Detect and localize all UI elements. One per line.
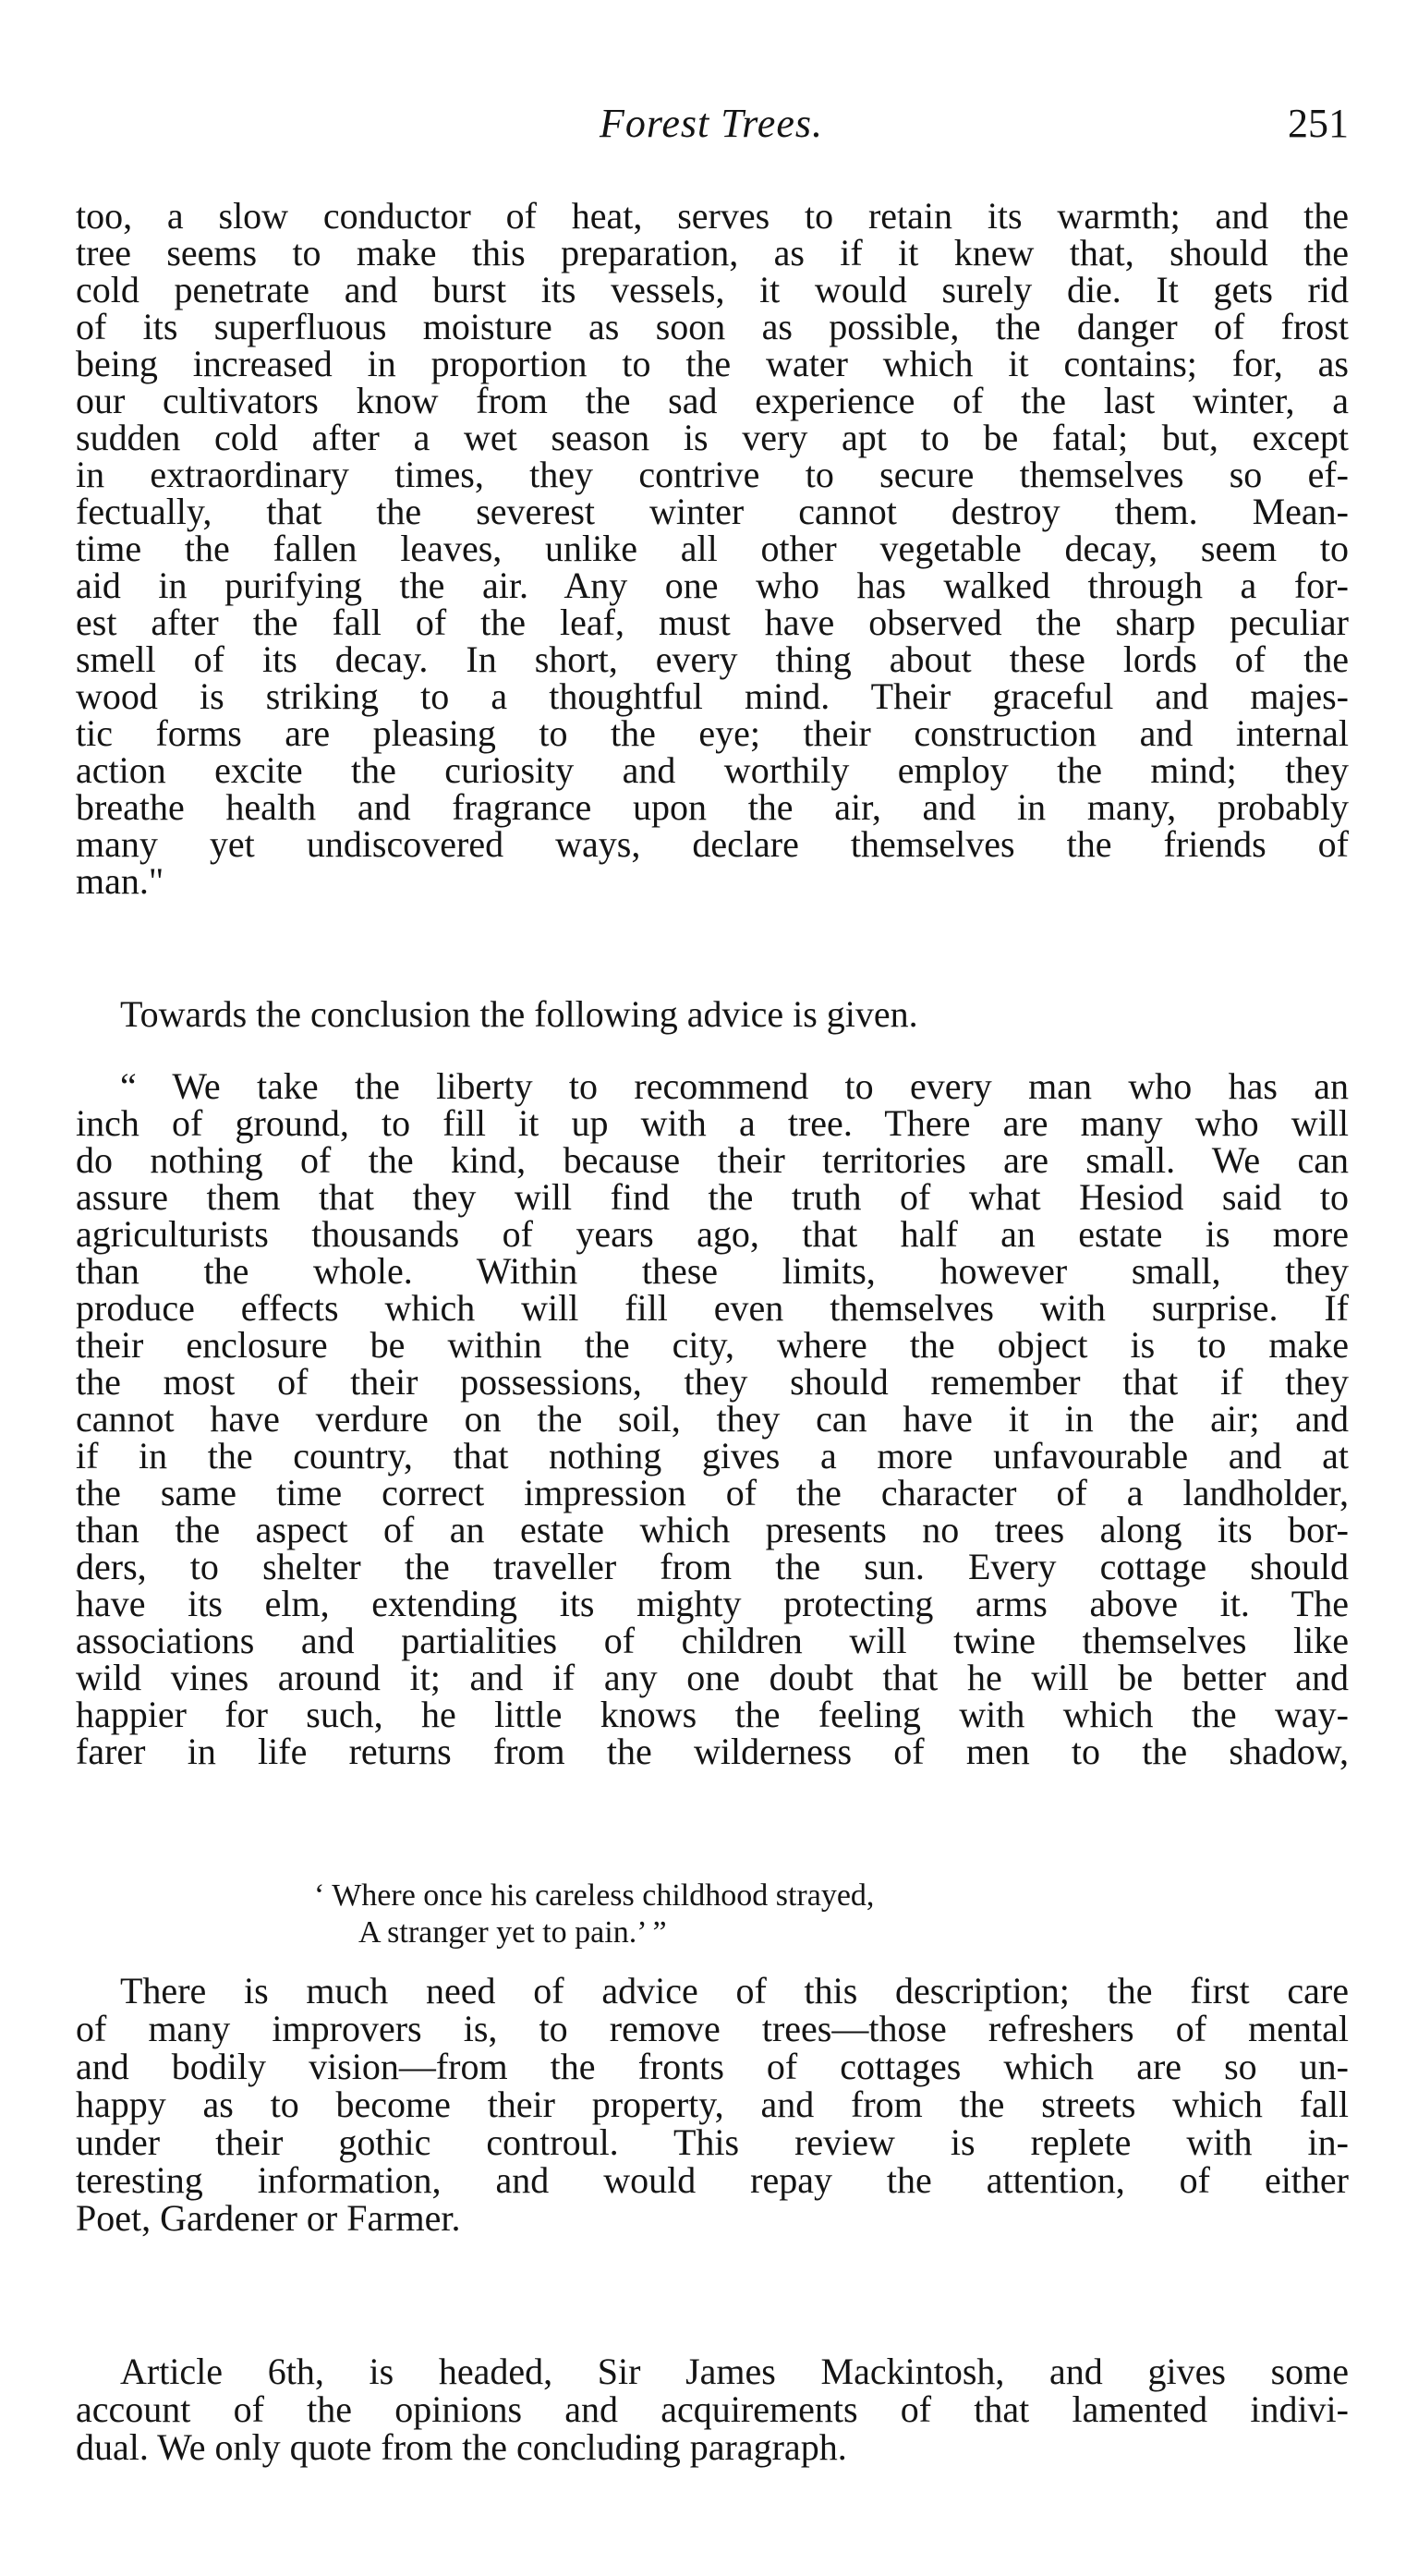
text-line: have its elm, extending its mighty protecting arms above it. The	[76, 1583, 1349, 1624]
text-line: tic forms are pleasing to the eye; their construction and internal	[76, 712, 1349, 754]
paragraph-continuation	[76, 195, 1349, 902]
text-line: cold penetrate and burst its vessels, it would surely die. It gets rid	[76, 269, 1349, 310]
text-line: Article 6th, is headed, Sir James Mackintosh, and gives some	[120, 2351, 1349, 2392]
verse-line: A stranger yet to pain.’ ”	[358, 1915, 667, 1950]
text-line: wood is striking to a thoughtful mind. Their graceful and majes-	[76, 675, 1349, 717]
text-line: farer in life returns from the wilderness of men to the shadow,	[76, 1731, 1349, 1772]
text-line: of its superfluous moisture as soon as possible, the danger of frost	[76, 306, 1349, 347]
text-line: agriculturists thousands of years ago, that half an estate is more	[76, 1213, 1349, 1255]
text-line: aid in purifying the air. Any one who has walked through a for-	[76, 565, 1349, 606]
page-number: 251	[1288, 101, 1349, 146]
text-line: than the aspect of an estate which presents no trees along its bor-	[76, 1509, 1349, 1550]
text-line: dual. We only quote from the concluding paragraph.	[76, 2426, 847, 2468]
paragraph-towards	[76, 993, 1349, 1035]
text-line: happier for such, he little knows the feeling with which the way-	[76, 1694, 1349, 1735]
text-line: our cultivators know from the sad experience of the last winter, a	[76, 380, 1349, 421]
text-line: too, a slow conductor of heat, serves to retain its warmth; and the	[76, 195, 1349, 237]
text-line: fectually, that the severest winter cannot destroy them. Mean-	[76, 491, 1349, 532]
running-title: Forest Trees.	[600, 101, 823, 146]
text-line: sudden cold after a wet season is very apt to be fatal; but, except	[76, 417, 1349, 458]
text-line: produce effects which will fill even themselves with surprise. If	[76, 1287, 1349, 1329]
text-line: breathe health and fragrance upon the air, and in many, probably	[76, 786, 1349, 828]
text-line: being increased in proportion to the water which it contains; for, as	[76, 343, 1349, 384]
text-line: man."	[76, 860, 164, 902]
paragraph-article	[76, 2352, 1349, 2466]
text-line: their enclosure be within the city, where the object is to make	[76, 1324, 1349, 1366]
text-line: associations and partialities of children will twine themselves like	[76, 1620, 1349, 1661]
text-line: “ We take the liberty to recommend to every man who has an	[120, 1065, 1349, 1107]
text-line: than the whole. Within these limits, however small, they	[76, 1250, 1349, 1292]
text-line: assure them that they will find the truth of what Hesiod said to	[76, 1176, 1349, 1218]
text-line: Poet, Gardener or Farmer.	[76, 2197, 461, 2239]
text-line: There is much need of advice of this description; the first care	[120, 1970, 1349, 2011]
text-line: wild vines around it; and if any one doubt that he will be better and	[76, 1657, 1349, 1698]
text-line: tree seems to make this preparation, as if it knew that, should the	[76, 232, 1349, 273]
text-line: cannot have verdure on the soil, they can have it in the air; and	[76, 1398, 1349, 1440]
text-line: teresting information, and would repay the attention, of either	[76, 2159, 1349, 2201]
text-line: of many improvers is, to remove trees—those refreshers of mental	[76, 2008, 1349, 2049]
text-line: action excite the curiosity and worthily employ the mind; they	[76, 749, 1349, 791]
text-line: do nothing of the kind, because their territories are small. We can	[76, 1139, 1349, 1181]
text-line: and bodily vision—from the fronts of cottages which are so un-	[76, 2046, 1349, 2087]
text-line: happy as to become their property, and from the streets which fall	[76, 2084, 1349, 2125]
text-line: est after the fall of the leaf, must have observed the sharp peculiar	[76, 601, 1349, 643]
text-line: Towards the conclusion the following advice is given.	[120, 993, 918, 1035]
paragraph-advice	[76, 1972, 1349, 2237]
verse-quote	[76, 1877, 1349, 1951]
page-header	[74, 100, 1349, 155]
block-quote	[76, 1065, 1349, 1772]
text-line: the same time correct impression of the character of a landholder,	[76, 1472, 1349, 1513]
text-line: time the fallen leaves, unlike all other vegetable decay, seem to	[76, 528, 1349, 569]
verse-line: ‘ Where once his careless childhood strayed,	[314, 1878, 875, 1913]
text-line: the most of their possessions, they should remember that if they	[76, 1361, 1349, 1403]
text-line: inch of ground, to fill it up with a tree. There are many who will	[76, 1102, 1349, 1144]
text-line: smell of its decay. In short, every thing about these lords of the	[76, 638, 1349, 680]
text-line: if in the country, that nothing gives a more unfavourable and at	[76, 1435, 1349, 1476]
text-line: ders, to shelter the traveller from the sun. Every cottage should	[76, 1546, 1349, 1587]
text-line: in extraordinary times, they contrive to secure themselves so ef-	[76, 454, 1349, 495]
text-line: under their gothic controul. This review is replete with in-	[76, 2121, 1349, 2163]
text-line: account of the opinions and acquirements of that lamented indivi-	[76, 2388, 1349, 2430]
text-line: many yet undiscovered ways, declare themselves the friends of	[76, 823, 1349, 865]
